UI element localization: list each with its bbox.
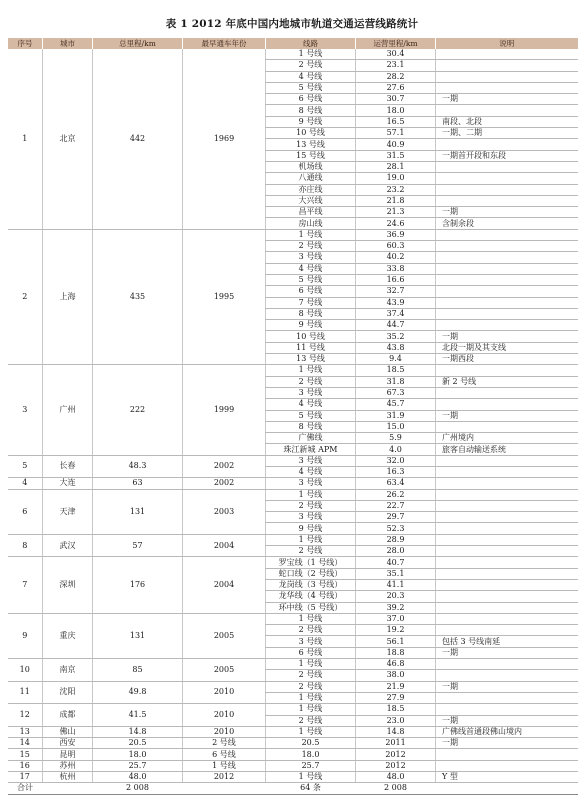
cell-first-year: 2010 <box>183 681 266 704</box>
cell-line: 3 号线 <box>266 455 356 466</box>
header-row <box>8 38 578 49</box>
cell-line-km: 31.5 <box>356 150 436 161</box>
cell-note: 一期 <box>436 738 578 749</box>
cell-line: 广佛线 <box>266 433 356 444</box>
cell-note: 一期首开段和东段 <box>436 150 578 161</box>
cell-note <box>436 387 578 398</box>
cell-note: 一期 <box>436 715 578 726</box>
cell-no: 16 <box>8 760 43 771</box>
total-cell-line: 64 条 <box>266 783 356 794</box>
cell-line-km: 33.8 <box>356 263 436 274</box>
cell-line-km: 60.3 <box>356 241 436 252</box>
cell-note <box>436 184 578 195</box>
cell-line: 龙岗线（3 号线） <box>266 579 356 590</box>
cell-line-km: 40.2 <box>356 252 436 263</box>
cell-line-km: 23.2 <box>356 184 436 195</box>
cell-city: 深圳 <box>43 557 93 613</box>
cell-first-year: 6 号线 <box>183 749 266 760</box>
cell-first-year: 2003 <box>183 489 266 534</box>
cell-line: 18.0 <box>266 749 356 760</box>
cell-note <box>436 489 578 500</box>
cell-total-km: 131 <box>93 613 183 658</box>
cell-note <box>436 466 578 477</box>
cell-first-year: 2005 <box>183 659 266 682</box>
cell-note <box>436 568 578 579</box>
cell-note: 北段一期及其支线 <box>436 342 578 353</box>
total-cell-line-km: 2 008 <box>356 783 436 794</box>
cell-line-km: 19.2 <box>356 625 436 636</box>
cell-line-km: 43.8 <box>356 342 436 353</box>
cell-first-year: 2002 <box>183 455 266 478</box>
cell-line-km: 28.9 <box>356 534 436 545</box>
cell-line: 2 号线 <box>266 500 356 511</box>
cell-total-km: 25.7 <box>93 760 183 771</box>
cell-note: 新 2 号线 <box>436 376 578 387</box>
cell-note: 一期 <box>436 331 578 342</box>
cell-line: 8 号线 <box>266 105 356 116</box>
cell-note <box>436 308 578 319</box>
cell-city: 武汉 <box>43 534 93 557</box>
table-row <box>8 749 578 760</box>
cell-line: 8 号线 <box>266 308 356 319</box>
cell-no: 2 <box>8 229 43 365</box>
cell-total-km: 18.0 <box>93 749 183 760</box>
cell-note <box>436 286 578 297</box>
cell-line-km: 2012 <box>356 760 436 771</box>
cell-note <box>436 512 578 523</box>
cell-line: 11 号线 <box>266 342 356 353</box>
cell-line: 珠江新城 APM <box>266 444 356 455</box>
cell-line: 6 号线 <box>266 286 356 297</box>
cell-line-km: 44.7 <box>356 320 436 331</box>
cell-line-km: 31.8 <box>356 376 436 387</box>
table-row <box>8 659 578 670</box>
cell-note <box>436 274 578 285</box>
cell-no: 17 <box>8 772 43 783</box>
cell-line-km: 63.4 <box>356 478 436 489</box>
cell-no: 14 <box>8 738 43 749</box>
cell-city: 杭州 <box>43 772 93 783</box>
cell-line: 6 号线 <box>266 647 356 658</box>
cell-line-km: 30.7 <box>356 94 436 105</box>
cell-line-km: 46.8 <box>356 659 436 670</box>
cell-line: 龙华线（4 号线） <box>266 591 356 602</box>
cell-total-km: 176 <box>93 557 183 613</box>
cell-total-km: 435 <box>93 229 183 365</box>
cell-line-km: 40.7 <box>356 557 436 568</box>
cell-note: 一期 <box>436 647 578 658</box>
cell-line-km: 16.3 <box>356 466 436 477</box>
cell-note: 旅客自动输送系统 <box>436 444 578 455</box>
cell-note: 广州境内 <box>436 433 578 444</box>
cell-line: 3 号线 <box>266 512 356 523</box>
cell-line: 2 号线 <box>266 681 356 692</box>
cell-note <box>436 659 578 670</box>
cell-note <box>436 49 578 60</box>
cell-no: 12 <box>8 704 43 727</box>
cell-line-km: 36.9 <box>356 229 436 240</box>
cell-total-km: 49.8 <box>93 681 183 704</box>
cell-note: 一期西段 <box>436 354 578 365</box>
cell-note: 广佛线首通段佛山境内 <box>436 726 578 737</box>
cell-line-km: 52.3 <box>356 523 436 534</box>
cell-note <box>436 229 578 240</box>
header-note: 说明 <box>436 38 578 49</box>
cell-note <box>436 60 578 71</box>
cell-line: 1 号线 <box>266 489 356 500</box>
cell-line: 1 号线 <box>266 365 356 376</box>
cell-line: 1 号线 <box>266 49 356 60</box>
table-row <box>8 229 578 240</box>
cell-line: 9 号线 <box>266 320 356 331</box>
cell-line-km: 15.0 <box>356 421 436 432</box>
cell-line: 1 号线 <box>266 692 356 703</box>
cell-no: 13 <box>8 726 43 737</box>
cell-note <box>436 455 578 466</box>
cell-total-km: 14.8 <box>93 726 183 737</box>
cell-line: 3 号线 <box>266 387 356 398</box>
cell-line-km: 16.6 <box>356 274 436 285</box>
cell-note: 含制余段 <box>436 218 578 229</box>
cell-note: 一期、二期 <box>436 128 578 139</box>
cell-line: 1 号线 <box>266 229 356 240</box>
cell-note <box>436 704 578 715</box>
cell-line: 7 号线 <box>266 297 356 308</box>
cell-note: 一期 <box>436 207 578 218</box>
cell-line-km: 23.0 <box>356 715 436 726</box>
cell-total-km: 442 <box>93 49 183 229</box>
table-row <box>8 534 578 545</box>
cell-city: 天津 <box>43 489 93 534</box>
cell-note <box>436 749 578 760</box>
cell-city: 广州 <box>43 365 93 455</box>
cell-note <box>436 399 578 410</box>
cell-line: 3 号线 <box>266 636 356 647</box>
cell-line: 9 号线 <box>266 116 356 127</box>
cell-note <box>436 297 578 308</box>
cell-note: 包括 3 号线南延 <box>436 636 578 647</box>
cell-city: 重庆 <box>43 613 93 658</box>
header-line-km: 运营里程/km <box>356 38 436 49</box>
total-cell-city <box>43 783 93 794</box>
cell-no: 8 <box>8 534 43 557</box>
cell-city: 上海 <box>43 229 93 365</box>
cell-line-km: 21.3 <box>356 207 436 218</box>
table-row <box>8 49 578 60</box>
cell-line-km: 39.2 <box>356 602 436 613</box>
cell-total-km: 48.0 <box>93 772 183 783</box>
cell-total-km: 41.5 <box>93 704 183 727</box>
cell-line-km: 18.5 <box>356 365 436 376</box>
cell-note <box>436 252 578 263</box>
cell-line: 亦庄线 <box>266 184 356 195</box>
cell-city: 大连 <box>43 478 93 489</box>
cell-first-year: 2012 <box>183 772 266 783</box>
cell-note <box>436 241 578 252</box>
cell-line-km: 38.0 <box>356 670 436 681</box>
cell-note: 一期 <box>436 681 578 692</box>
cell-line: 2 号线 <box>266 715 356 726</box>
cell-line: 5 号线 <box>266 410 356 421</box>
cell-line-km: 14.8 <box>356 726 436 737</box>
cell-city: 南京 <box>43 659 93 682</box>
table-row <box>8 772 578 783</box>
cell-note <box>436 523 578 534</box>
cell-note <box>436 71 578 82</box>
cell-no: 15 <box>8 749 43 760</box>
cell-line-km: 22.7 <box>356 500 436 511</box>
cell-line-km: 45.7 <box>356 399 436 410</box>
cell-line: 5 号线 <box>266 274 356 285</box>
cell-line: 1 号线 <box>266 613 356 624</box>
cell-no: 4 <box>8 478 43 489</box>
total-cell-total-km: 2 008 <box>93 783 183 794</box>
cell-first-year: 1995 <box>183 229 266 365</box>
cell-line: 1 号线 <box>266 659 356 670</box>
cell-note <box>436 173 578 184</box>
cell-line-km: 28.2 <box>356 71 436 82</box>
cell-line: 2 号线 <box>266 546 356 557</box>
cell-line-km: 18.8 <box>356 647 436 658</box>
cell-line: 25.7 <box>266 760 356 771</box>
cell-line-km: 48.0 <box>356 772 436 783</box>
cell-line: 罗宝线（1 号线） <box>266 557 356 568</box>
table-row <box>8 365 578 376</box>
cell-line-km: 28.1 <box>356 161 436 172</box>
cell-line: 6 号线 <box>266 94 356 105</box>
cell-total-km: 57 <box>93 534 183 557</box>
table-row <box>8 613 578 624</box>
cell-line: 10 号线 <box>266 128 356 139</box>
cell-line-km: 4.0 <box>356 444 436 455</box>
cell-line-km: 37.4 <box>356 308 436 319</box>
cell-line: 蛇口线（2 号线） <box>266 568 356 579</box>
cell-total-km: 48.3 <box>93 455 183 478</box>
cell-line: 4 号线 <box>266 263 356 274</box>
cell-line: 4 号线 <box>266 399 356 410</box>
cell-line-km: 35.1 <box>356 568 436 579</box>
cell-note <box>436 670 578 681</box>
table-row <box>8 489 578 500</box>
cell-line: 1 号线 <box>266 772 356 783</box>
cell-line-km: 40.9 <box>356 139 436 150</box>
cell-first-year: 2005 <box>183 613 266 658</box>
cell-note <box>436 139 578 150</box>
cell-first-year: 2004 <box>183 534 266 557</box>
cell-line: 2 号线 <box>266 670 356 681</box>
cell-line: 4 号线 <box>266 71 356 82</box>
cell-no: 9 <box>8 613 43 658</box>
table-body <box>8 49 578 794</box>
cell-note <box>436 500 578 511</box>
cell-line-km: 41.1 <box>356 579 436 590</box>
cell-no: 5 <box>8 455 43 478</box>
cell-first-year: 2 号线 <box>183 738 266 749</box>
cell-first-year: 1 号线 <box>183 760 266 771</box>
cell-first-year: 1999 <box>183 365 266 455</box>
cell-line-km: 32.7 <box>356 286 436 297</box>
cell-first-year: 1969 <box>183 49 266 229</box>
table-row <box>8 478 578 489</box>
cell-line: 15 号线 <box>266 150 356 161</box>
cell-line: 1 号线 <box>266 726 356 737</box>
table-row <box>8 557 578 568</box>
cell-line: 20.5 <box>266 738 356 749</box>
cell-note <box>436 421 578 432</box>
cell-line: 1 号线 <box>266 534 356 545</box>
cell-no: 11 <box>8 681 43 704</box>
cell-line: 大兴线 <box>266 195 356 206</box>
cell-line-km: 30.4 <box>356 49 436 60</box>
cell-line: 机场线 <box>266 161 356 172</box>
cell-city: 西安 <box>43 738 93 749</box>
table-row <box>8 681 578 692</box>
cell-first-year: 2004 <box>183 557 266 613</box>
cell-note <box>436 692 578 703</box>
cell-line: 13 号线 <box>266 139 356 150</box>
cell-line-km: 2011 <box>356 738 436 749</box>
cell-note <box>436 602 578 613</box>
cell-total-km: 222 <box>93 365 183 455</box>
total-row <box>8 783 578 794</box>
cell-no: 3 <box>8 365 43 455</box>
cell-first-year: 2010 <box>183 726 266 737</box>
cell-note <box>436 591 578 602</box>
cell-no: 1 <box>8 49 43 229</box>
cell-line: 2 号线 <box>266 376 356 387</box>
header-no: 序号 <box>8 38 43 49</box>
cell-note <box>436 195 578 206</box>
table-row <box>8 760 578 771</box>
cell-city: 佛山 <box>43 726 93 737</box>
cell-city: 苏州 <box>43 760 93 771</box>
cell-line-km: 27.9 <box>356 692 436 703</box>
cell-note <box>436 82 578 93</box>
table-title: 表 1 2012 年底中国内地城市轨道交通运营线路统计 <box>165 18 419 30</box>
cell-line-km: 5.9 <box>356 433 436 444</box>
cell-note <box>436 760 578 771</box>
cell-note: 南段、北段 <box>436 116 578 127</box>
cell-city: 沈阳 <box>43 681 93 704</box>
cell-note: 一期 <box>436 94 578 105</box>
cell-line-km: 35.2 <box>356 331 436 342</box>
cell-line: 10 号线 <box>266 331 356 342</box>
cell-line: 9 号线 <box>266 523 356 534</box>
table-row <box>8 738 578 749</box>
cell-line-km: 29.7 <box>356 512 436 523</box>
cell-line-km: 24.6 <box>356 218 436 229</box>
cell-line: 5 号线 <box>266 82 356 93</box>
table-row <box>8 726 578 737</box>
cell-line: 2 号线 <box>266 60 356 71</box>
cell-note <box>436 546 578 557</box>
cell-line-km: 23.1 <box>356 60 436 71</box>
header-line: 线路 <box>266 38 356 49</box>
cell-city: 长春 <box>43 455 93 478</box>
cell-line-km: 57.1 <box>356 128 436 139</box>
cell-line: 8 号线 <box>266 421 356 432</box>
cell-line: 2 号线 <box>266 241 356 252</box>
cell-line: 环中线（5 号线） <box>266 602 356 613</box>
cell-first-year: 2002 <box>183 478 266 489</box>
cell-no: 10 <box>8 659 43 682</box>
cell-line-km: 28.0 <box>356 546 436 557</box>
cell-line: 3 号线 <box>266 252 356 263</box>
cell-line-km: 32.0 <box>356 455 436 466</box>
cell-note <box>436 478 578 489</box>
cell-note <box>436 613 578 624</box>
cell-total-km: 63 <box>93 478 183 489</box>
cell-line-km: 2012 <box>356 749 436 760</box>
total-cell-note <box>436 783 578 794</box>
cell-line: 2 号线 <box>266 625 356 636</box>
cell-note <box>436 534 578 545</box>
cell-line-km: 67.3 <box>356 387 436 398</box>
cell-line-km: 18.5 <box>356 704 436 715</box>
total-cell-first-year <box>183 783 266 794</box>
cell-city: 昆明 <box>43 749 93 760</box>
cell-line-km: 21.9 <box>356 681 436 692</box>
cell-note <box>436 105 578 116</box>
cell-line-km: 43.9 <box>356 297 436 308</box>
cell-line: 房山线 <box>266 218 356 229</box>
cell-line-km: 56.1 <box>356 636 436 647</box>
cell-note <box>436 161 578 172</box>
cell-note: 一期 <box>436 410 578 421</box>
cell-line: 八通线 <box>266 173 356 184</box>
cell-line-km: 27.6 <box>356 82 436 93</box>
cell-note <box>436 557 578 568</box>
total-cell-no: 合计 <box>8 783 43 794</box>
cell-line-km: 19.0 <box>356 173 436 184</box>
table-row <box>8 704 578 715</box>
cell-line-km: 26.2 <box>356 489 436 500</box>
cell-line-km: 18.0 <box>356 105 436 116</box>
cell-line: 4 号线 <box>266 466 356 477</box>
header-city: 城市 <box>43 38 93 49</box>
header-first-year: 最早通车年份 <box>183 38 266 49</box>
cell-line: 13 号线 <box>266 354 356 365</box>
cell-line-km: 37.0 <box>356 613 436 624</box>
cell-line-km: 21.8 <box>356 195 436 206</box>
cell-note: Y 型 <box>436 772 578 783</box>
cell-line-km: 31.9 <box>356 410 436 421</box>
cell-city: 成都 <box>43 704 93 727</box>
cell-note <box>436 365 578 376</box>
cell-line-km: 16.5 <box>356 116 436 127</box>
cell-total-km: 20.5 <box>93 738 183 749</box>
cell-no: 7 <box>8 557 43 613</box>
header-total-km: 总里程/km <box>93 38 183 49</box>
cell-line-km: 9.4 <box>356 354 436 365</box>
cell-line: 3 号线 <box>266 478 356 489</box>
cell-note <box>436 320 578 331</box>
cell-city: 北京 <box>43 49 93 229</box>
cell-note <box>436 579 578 590</box>
cell-line: 昌平线 <box>266 207 356 218</box>
cell-line-km: 20.3 <box>356 591 436 602</box>
cell-first-year: 2010 <box>183 704 266 727</box>
cell-total-km: 85 <box>93 659 183 682</box>
cell-no: 6 <box>8 489 43 534</box>
cell-total-km: 131 <box>93 489 183 534</box>
table-row <box>8 455 578 466</box>
cell-note <box>436 625 578 636</box>
cell-line: 1 号线 <box>266 704 356 715</box>
metro-stats-table <box>7 38 578 795</box>
cell-note <box>436 263 578 274</box>
